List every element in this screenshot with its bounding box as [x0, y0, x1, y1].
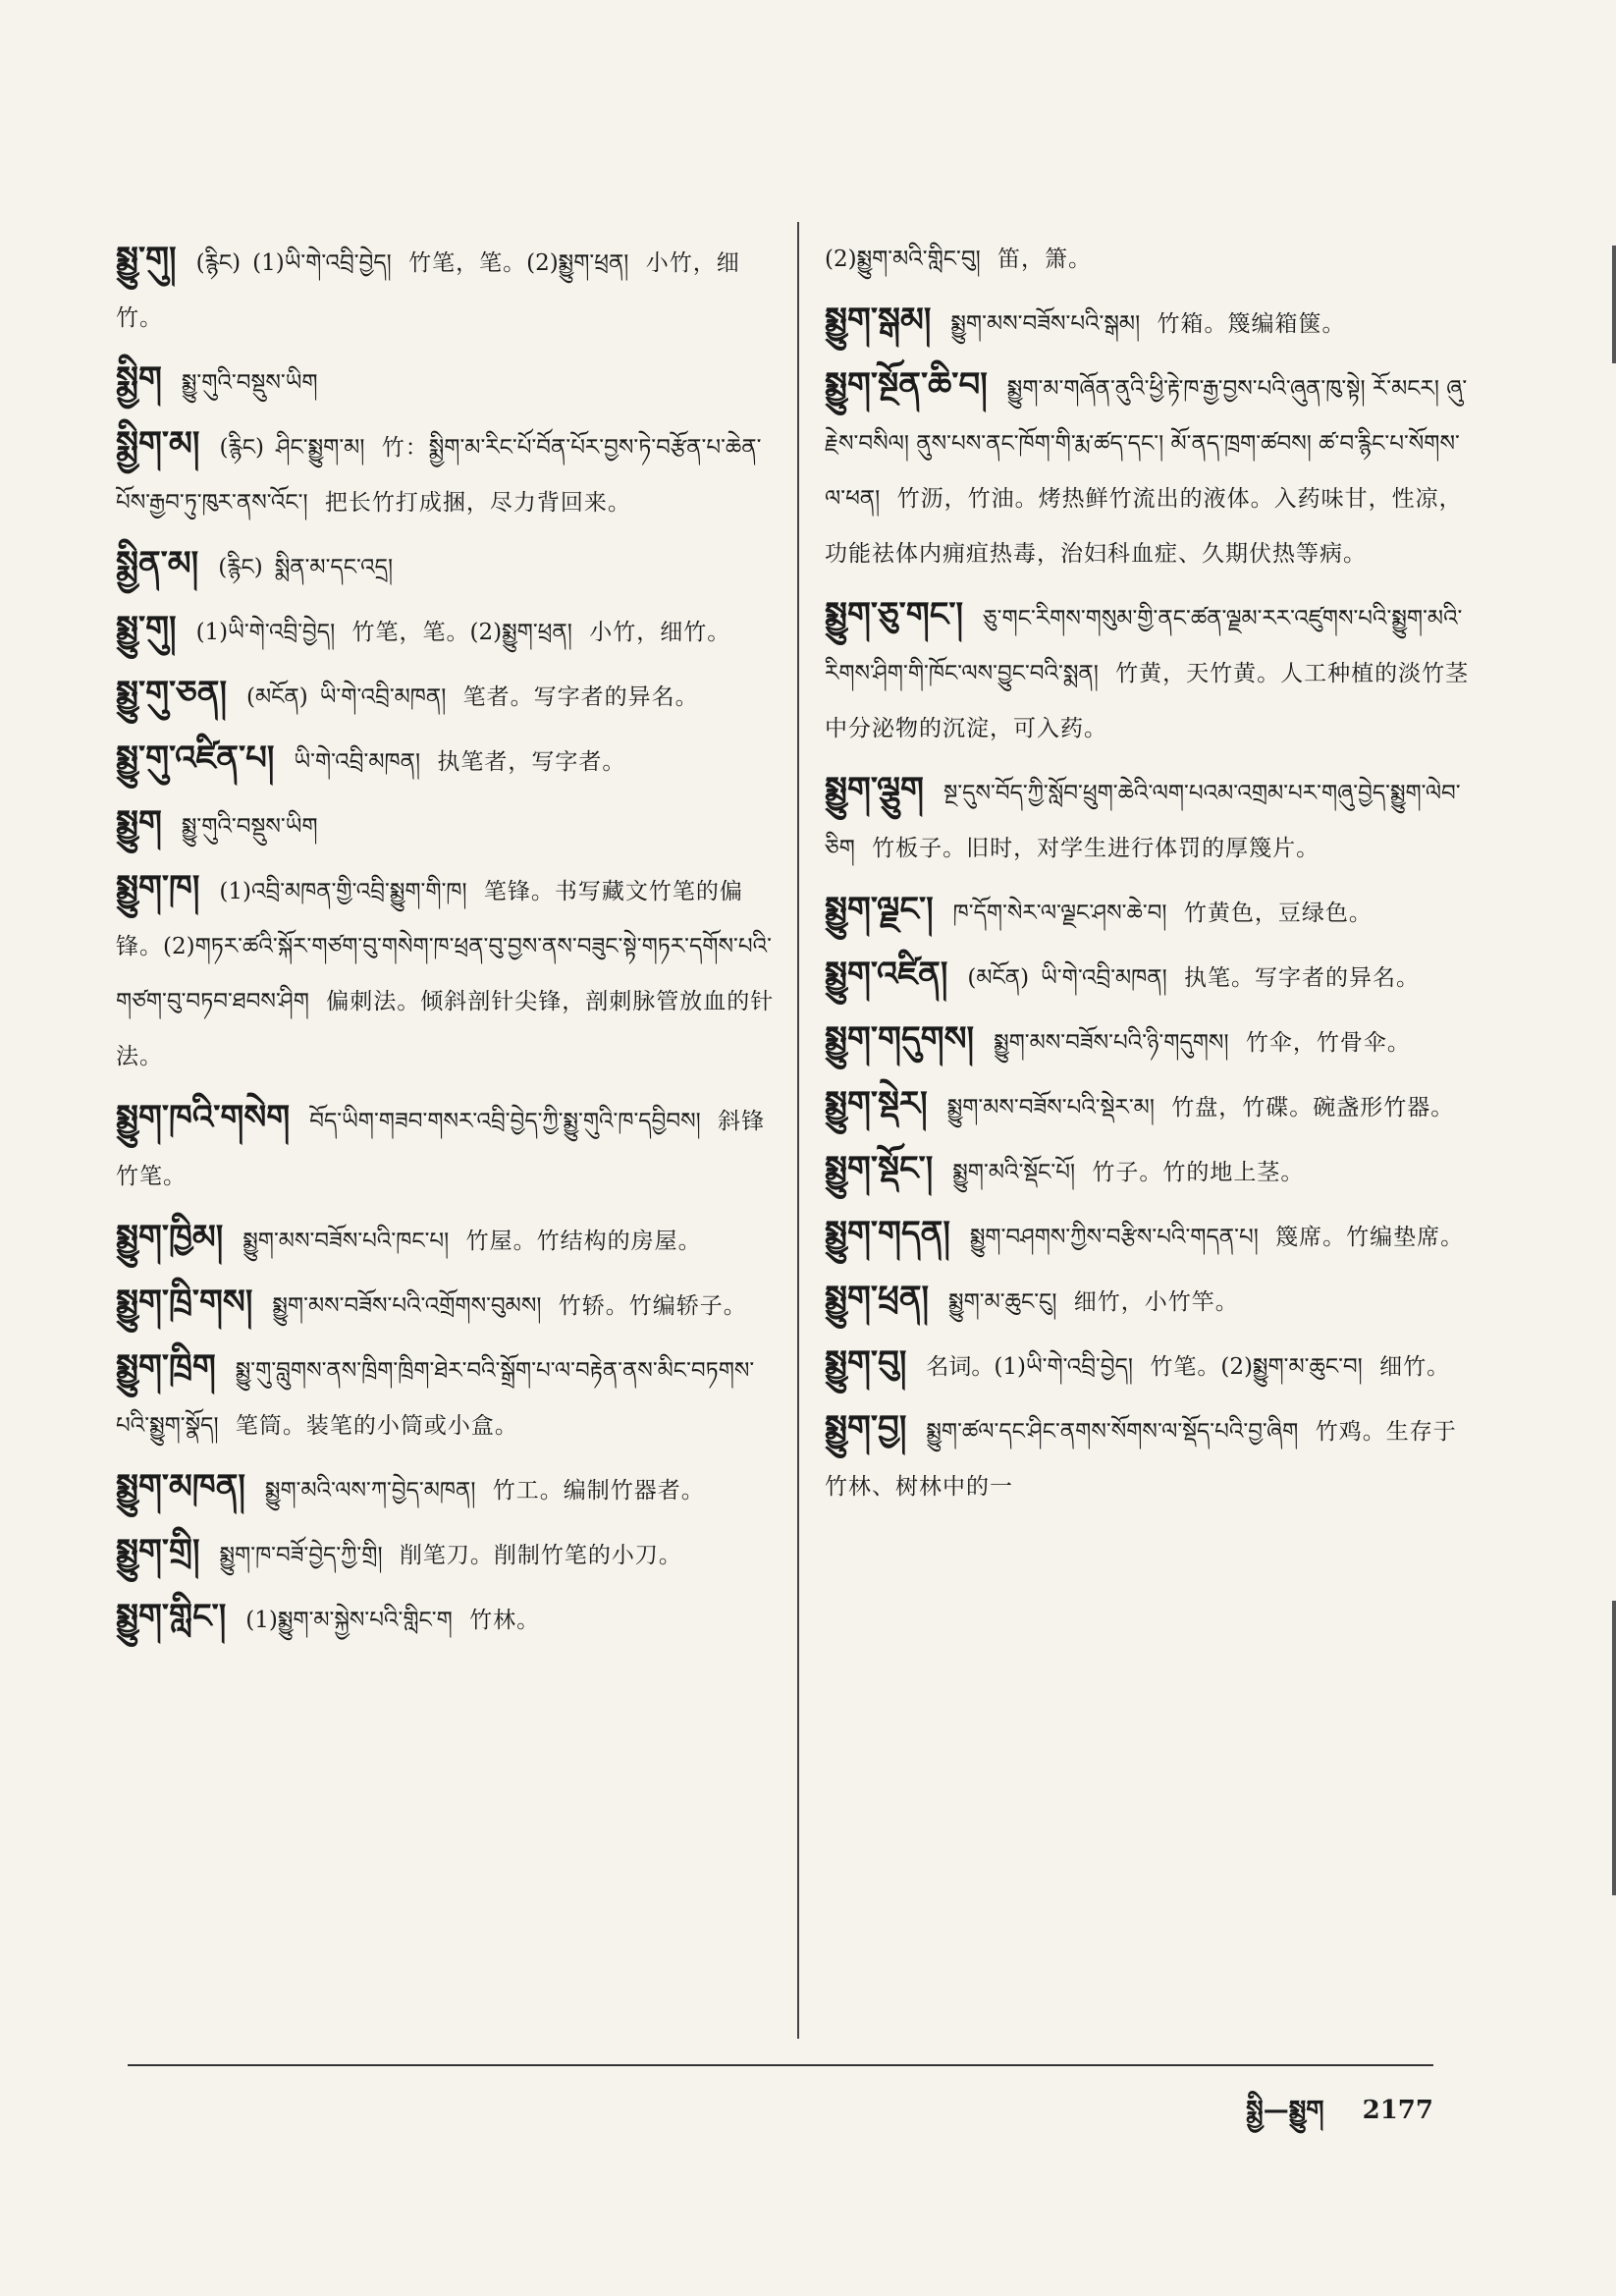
dictionary-entry — [116, 1339, 783, 1453]
tibetan-definition: སྨྱུག་ཁ་བཟོ་བྱེད་ཀྱི་གྲི། — [219, 1543, 390, 1568]
headword: སྨྱུག་སྒམ། — [825, 301, 932, 340]
chinese-gloss: 执笔。写字者的异名。 — [1184, 965, 1421, 991]
headword: སྨྱིན་མ། — [116, 544, 199, 583]
tibetan-definition: (2)སྨྱུག་མའི་གླིང་བུ། — [825, 246, 989, 272]
headword: སྨྱུག་ཅུ་གང་། — [825, 595, 964, 634]
dictionary-entry — [825, 1206, 1473, 1265]
footer-range: སྨྱི—སྨྱུག — [1246, 2096, 1324, 2125]
page-footer — [1246, 2082, 1433, 2154]
chinese-gloss: 竹沥，竹油。烤热鲜竹流出的液体。入药味甘，性凉，功能祛体内痈疽热毒，治妇科血症、久期伏热等病。 — [825, 486, 1463, 567]
dictionary-entry — [116, 1090, 783, 1204]
tibetan-definition: སྨྱུག་བཤགས་ཀྱིས་བརྩིས་པའི་གདན་པ། — [969, 1225, 1266, 1250]
headword: སྨྱུག — [116, 803, 162, 843]
dictionary-entry — [116, 1459, 783, 1518]
headword: སྨྱུག་ལྗང་། — [825, 890, 934, 929]
headword: སྨྱུག་འཛིན། — [825, 955, 948, 994]
chinese-gloss-2: 细竹。 — [1379, 1354, 1451, 1380]
dictionary-entry — [825, 1011, 1473, 1070]
headword: སྨྱིག་མ། — [116, 424, 200, 464]
dictionary-entry — [825, 293, 1473, 352]
column-divider — [797, 222, 799, 2039]
headword: སྨྱུག་བྱ། — [825, 1408, 907, 1448]
right-column — [825, 232, 1473, 1520]
scan-edge-mark — [1612, 246, 1616, 363]
chinese-gloss: 笔筒。装笔的小筒或小盒。 — [235, 1413, 518, 1439]
chinese-gloss: 竹子。竹的地上茎。 — [1092, 1160, 1305, 1185]
tibetan-definition: སྔ་དུས་བོད་ཀྱི་སློབ་ཕྲུག་ཆེའི་ལག་པའམ་འགྲམ་པར་གཞུ་བྱེད་སྨྱུག་ལེབ་ཅིག — [825, 781, 1461, 861]
page-number: 2177 — [1362, 2096, 1433, 2125]
tibetan-definition: སྨྱུག་ཚལ་དང་ཤིང་ནགས་སོགས་ལ་སྡོད་པའི་བྱ་ཞིག — [926, 1419, 1306, 1445]
dictionary-entry — [825, 1336, 1473, 1394]
scan-edge-mark — [1612, 1601, 1616, 1895]
chinese-gloss: 竹笔，笔。 — [351, 620, 470, 645]
dictionary-entry — [116, 860, 783, 1084]
register-label: (རྙིང) — [195, 250, 242, 276]
tibetan-definition: ཡི་གེ་འབྲི་མཁན། — [1041, 965, 1175, 991]
chinese-gloss: 竹： — [381, 435, 429, 461]
footer-rule — [128, 2064, 1433, 2066]
chinese-gloss: 竹笔。 — [1150, 1354, 1221, 1380]
chinese-gloss: 竹屋。竹结构的房屋。 — [465, 1229, 702, 1254]
chinese-gloss: 竹轿。竹编轿子。 — [558, 1293, 747, 1319]
dictionary-entry — [825, 357, 1473, 581]
left-column — [116, 232, 783, 1654]
tibetan-definition: སྨྱུག་མས་བཟོས་པའི་ཉི་གདུགས། — [994, 1030, 1236, 1056]
chinese-gloss: 笛，箫。 — [997, 246, 1093, 272]
chinese-gloss-2: 把长竹打成捆，尽力背回来。 — [324, 490, 631, 516]
dictionary-entry — [825, 1076, 1473, 1135]
chinese-gloss: 竹林。 — [469, 1608, 541, 1633]
dictionary-entry — [825, 1271, 1473, 1330]
headword: སྨྱིག — [116, 359, 162, 399]
dictionary-entry — [116, 666, 783, 725]
chinese-gloss-2: 偏刺法。倾斜剖针尖锋，剖刺脉管放血的针法。 — [116, 989, 775, 1069]
tibetan-definition: (1)ཡི་གེ་འབྲི་བྱེད། — [195, 620, 343, 645]
register-label: (རྙིང) — [219, 435, 264, 461]
tibetan-definition: སྨྱུག་མས་བཟོས་པའི་འགྲོགས་བུམས། — [272, 1293, 549, 1319]
chinese-gloss: 斜锋竹笔。 — [116, 1109, 766, 1189]
tibetan-definition-2: (2)སྨྱུག་ཕྲན། — [526, 250, 636, 276]
tibetan-definition-2: སྨྱིག་མ་རིང་པོ་བོན་པོར་བྱས་ཏེ་བརྩོན་པ་ཆེན་པོས་རྒྱབ་ཏུ་ཁུར་ནས་འོང་། — [116, 435, 762, 516]
chinese-gloss: 竹鸡。生存于竹林、树林中的一 — [825, 1419, 1457, 1500]
headword: སྨྱུག་བུ། — [825, 1343, 907, 1383]
headword: སྨྱུག་སྔོན་ཆི་བ། — [825, 365, 988, 405]
tibetan-definition: སྨྱུག་མའི་ལས་ཀ་བྱེད་མཁན། — [264, 1478, 483, 1503]
chinese-gloss: 竹板子。旧时，对学生进行体罚的厚篾片。 — [872, 836, 1320, 861]
dictionary-entry — [825, 882, 1473, 941]
headword: སྨྱུག་སྡོང་། — [825, 1149, 934, 1188]
register-label: (མངོན) — [246, 684, 308, 710]
headword: སྨྱུག་ཁ། — [116, 868, 200, 907]
chinese-gloss: 削笔刀。削制竹笔的小刀。 — [399, 1543, 682, 1568]
tibetan-definition: སྨྱུག་མས་བཟོས་པའི་སྡེར་མ། — [946, 1095, 1162, 1121]
tibetan-definition: ཁ་དོག་སེར་ལ་ལྗང་ཤས་ཆེ་བ། — [952, 901, 1174, 926]
tibetan-definition: ཅུ་གང་རིགས་གསུམ་གྱི་ནང་ཚན་ལྗམ་རར་འཛུགས་པའི་སྨྱུག་མའི་རིགས་ཤིག་གི་ཁོང་ལས་བྱུང་བའི་སྨན། — [825, 606, 1463, 686]
headword: སྨྱུ་གུ། — [116, 609, 177, 648]
headword: སྨྱུག་གདན། — [825, 1214, 950, 1253]
dictionary-entry — [116, 232, 783, 346]
dictionary-entry — [116, 1210, 783, 1269]
tibetan-definition-2: (2)སྨྱུག་ཕྲན། — [469, 620, 580, 645]
tibetan-definition: སྨིན་མ་དང་འདྲ། — [274, 555, 394, 580]
headword: སྨྱུག་ཁྱིམ། — [116, 1218, 224, 1257]
dictionary-entry — [825, 1400, 1473, 1514]
headword: སྨྱུག་གྲི། — [116, 1532, 200, 1571]
dictionary-entry — [825, 232, 1473, 287]
headword: སྨྱུག་ཁྲི་གས། — [116, 1283, 253, 1322]
tibetan-definition: སྨྱུ་གུའི་བསྡུས་ཡིག — [181, 814, 318, 840]
dictionary-entry — [116, 416, 783, 530]
chinese-gloss: 竹箱。篾编箱箧。 — [1157, 311, 1346, 337]
chinese-gloss: 竹盘，竹碟。碗盏形竹器。 — [1171, 1095, 1455, 1121]
tibetan-definition: སྨྱུག་མ་ཆུང་ངུ། — [948, 1289, 1064, 1315]
headword: སྨྱུག་མཁན། — [116, 1467, 245, 1506]
chinese-gloss-2: 小竹，细竹。 — [589, 620, 731, 645]
tibetan-definition: སྨྱུ་གུ་བླུགས་ནས་ཁྲིག་ཁྲིག་ཐེར་བའི་སྒྲོག་པ་ལ་བརྟེན་ནས་མིང་བཏགས་པའི་སྨྱུག་སྣོད། — [116, 1358, 755, 1439]
tibetan-definition: སྨྱུག་མའི་སྡོང་པོ། — [952, 1160, 1083, 1185]
tibetan-definition-2: (2)གཏར་ཚའི་སྐོར་གཙག་བུ་གསེག་ཁ་ཕྲན་བུ་བྱས་ནས་བཟུང་སྟེ་གཏར་དགོས་པའི་གཙག་བུ་བཏབ་ཐབས་ཤིག — [116, 934, 772, 1014]
chinese-gloss: 竹伞，竹骨伞。 — [1245, 1030, 1411, 1056]
chinese-gloss: 执笔者，写字者。 — [437, 749, 626, 775]
dictionary-entry — [116, 795, 783, 854]
dictionary-entry — [116, 731, 783, 790]
tibetan-definition: 名词。(1)ཡི་གེ་འབྲི་བྱེད། — [926, 1354, 1141, 1380]
tibetan-definition: སྨྱུག་མས་བཟོས་པའི་ཁང་པ། — [242, 1229, 457, 1254]
register-label: (རྙིང) — [218, 555, 263, 580]
headword: སྨྱུག་གདུགས། — [825, 1019, 975, 1059]
dictionary-entry — [825, 947, 1473, 1006]
dictionary-entry — [825, 762, 1473, 876]
tibetan-definition: ཤིང་སྨྱུག་མ། — [276, 435, 372, 461]
chinese-gloss-2: 小竹，细竹。 — [116, 250, 740, 331]
tibetan-definition: ཡི་གེ་འབྲི་མཁན། — [319, 684, 454, 710]
tibetan-definition: (1)སྨྱུག་མ་སྐྱེས་པའི་གླིང་ག — [245, 1608, 460, 1633]
tibetan-definition: སྨྱུ་གུའི་བསྡུས་ཡིག — [181, 370, 318, 396]
dictionary-entry — [116, 1589, 783, 1648]
tibetan-definition: (1)འབྲི་མཁན་གྱི་འབྲི་སྨྱུག་གི་ཁ། — [219, 879, 474, 904]
tibetan-definition: (1)ཡི་གེ་འབྲི་བྱེད། — [252, 250, 400, 276]
dictionary-entry — [116, 601, 783, 660]
chinese-gloss: 竹黄，天竹黄。人工种植的淡竹茎中分泌物的沉淀，可入药。 — [825, 661, 1470, 741]
tibetan-definition: བོད་ཡིག་གཟབ་གསར་འབྲི་བྱེད་ཀྱི་སྨྱུ་གུའི་ཁ་དབྱིབས། — [309, 1109, 709, 1134]
tibetan-definition: སྨྱུག་མ་གཞོན་ནུའི་ཕྱི་རྟེ་ཁ་རྒྱ་བྱས་པའི་ཞུན་ཁུ་སྟེ། རོ་མངར། ཞུ་རྗེས་བསིལ། ནུས་པས་ནང་ཁོག་གི་རྨ་ཚད་དང་། མོ་ནད་ཁྲག་ཚབས། ཚ་བ་རྙིང་པ་སོགས་ལ་ཕན། — [825, 376, 1468, 512]
headword: སྨྱུག་སྡེར། — [825, 1084, 928, 1123]
headword: སྨྱུག་གླིང་། — [116, 1597, 227, 1636]
headword: སྨྱུག་ལྕུག — [825, 770, 924, 809]
headword: སྨྱུ་གུ། — [116, 240, 177, 279]
dictionary-entry — [116, 536, 783, 595]
headword: སྨྱུག་ཁའི་གསེག — [116, 1098, 291, 1137]
headword: སྨྱུག་ཕྲན། — [825, 1279, 930, 1318]
chinese-gloss: 笔者。写字者的异名。 — [462, 684, 699, 710]
chinese-gloss: 笔锋。书写藏文竹笔的偏锋。 — [116, 879, 743, 959]
tibetan-definition-2: (2)སྨྱུག་མ་ཆུང་བ། — [1220, 1354, 1371, 1380]
dictionary-entry — [825, 1141, 1473, 1200]
tibetan-definition: སྨྱུག་མས་བཟོས་པའི་སྒམ། — [950, 311, 1148, 337]
headword: སྨྱུག་ཁྲིག — [116, 1347, 216, 1387]
chinese-gloss: 篾席。竹编垫席。 — [1275, 1225, 1465, 1250]
dictionary-entry — [116, 352, 783, 410]
chinese-gloss: 竹黄色，豆绿色。 — [1183, 901, 1373, 926]
dictionary-entry — [116, 1275, 783, 1334]
dictionary-entry — [825, 587, 1473, 756]
chinese-gloss: 细竹，小竹竿。 — [1073, 1289, 1239, 1315]
chinese-gloss: 竹工。编制竹器者。 — [492, 1478, 705, 1503]
dictionary-entry — [116, 1524, 783, 1583]
register-label: (མངོན) — [967, 965, 1030, 991]
headword: སྨྱུ་གུ་འཛིན་པ། — [116, 738, 275, 778]
chinese-gloss: 竹笔，笔。 — [408, 250, 527, 276]
headword: སྨྱུ་གུ་ཅན། — [116, 674, 228, 713]
tibetan-definition: ཡི་གེ་འབྲི་མཁན། — [294, 749, 428, 775]
